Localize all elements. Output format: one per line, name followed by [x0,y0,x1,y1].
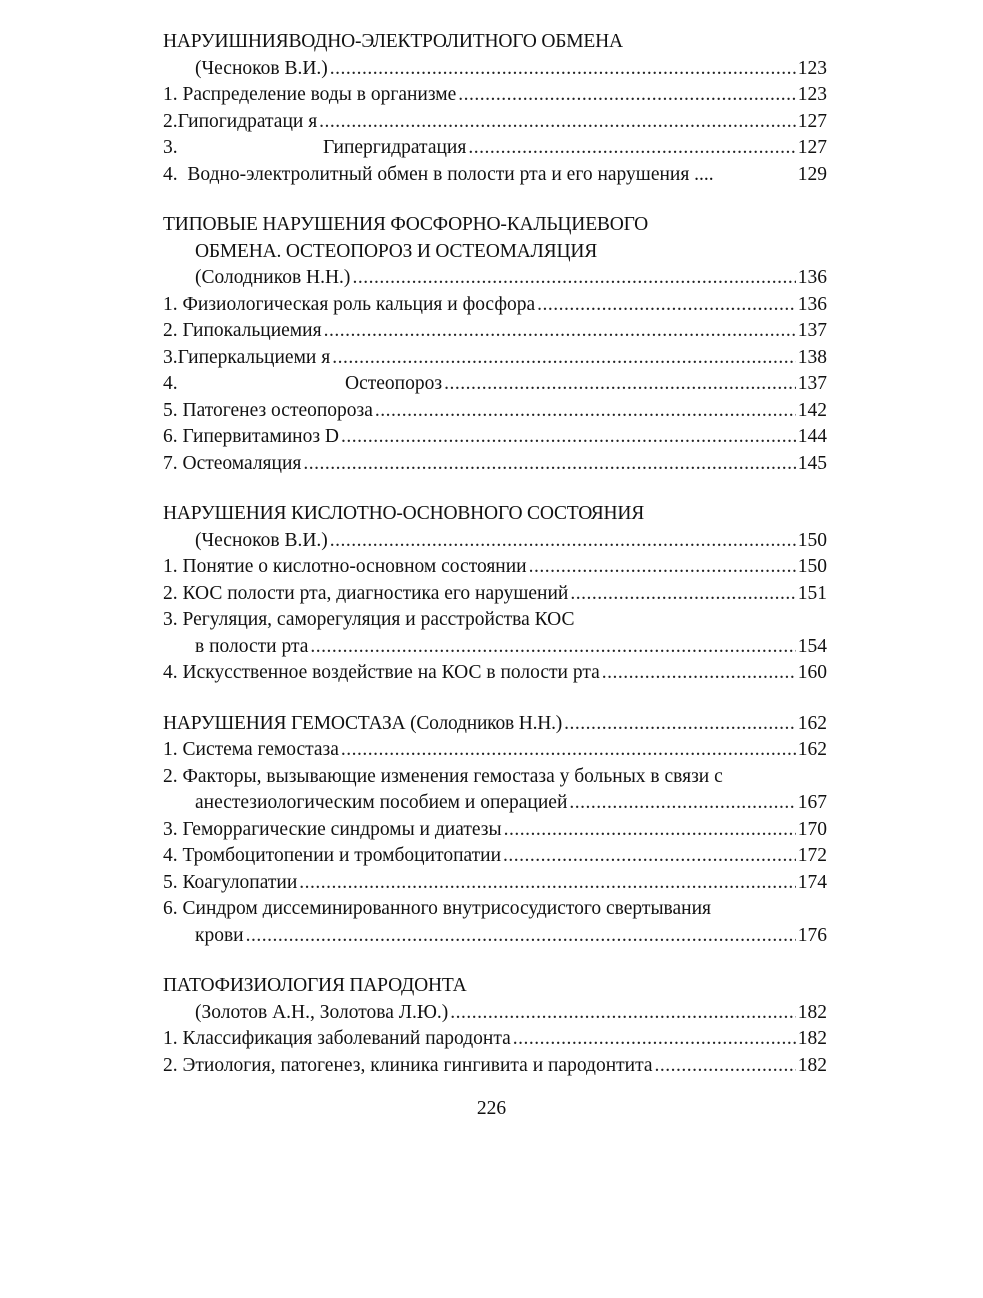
page-ref: 150 [797,556,827,577]
dot-leader [570,581,795,608]
toc-entry [163,318,827,345]
entry-number: 3. [163,609,178,630]
page-ref: 182 [797,1054,827,1076]
entry-text: Этиология, патогенез, клиника гингивита и пародонтита [182,1054,653,1076]
entry-number: 2. [163,765,178,787]
section-title: ПАТОФИЗИОЛОГИЯ ПАРОДОНТА [163,975,467,996]
page-ref: 182 [797,1028,827,1049]
page-ref: 137 [797,373,827,394]
entry-number: 4. [163,845,178,866]
dot-leader [332,345,796,372]
entry-text-cont: анестезиологическим пособием и операцией [195,792,568,813]
entry-text: Классификация заболеваний пародонта [182,1028,511,1049]
toc-entry [163,870,827,897]
toc-entry [163,162,827,189]
dot-leader [341,737,796,764]
page-ref: 154 [797,635,827,657]
entry-text: Геморрагические синдромы и диатезы [182,818,502,840]
page-ref: 144 [797,426,827,447]
toc-entry-cont [163,634,827,661]
toc-section [163,212,827,477]
dot-leader [375,398,796,425]
author-text: (Чесноков В.И.) [195,57,328,79]
dot-leader [564,711,796,738]
dot-leader [341,424,796,451]
dot-leader [503,843,796,870]
page-ref: 138 [797,346,827,368]
dot-leader [450,1000,796,1027]
dot-leader [303,451,795,478]
author-line [163,265,827,292]
page-ref: 136 [797,293,827,315]
toc-entry-cont [163,923,827,950]
entry-text: Остеопороз [345,373,443,394]
toc-entry [163,345,827,372]
dot-leader [537,292,796,319]
entry-text: Гипергидратация [323,137,467,158]
section-title-cont: ОБМЕНА. ОСТЕОПОРОЗ И ОСТЕОМАЛЯЦИЯ [195,240,598,262]
toc-entry [163,737,827,764]
author-text: (Чесноков В.И.) [195,529,328,551]
toc-entry [163,843,827,870]
page-number: 226 [476,1098,507,1119]
toc-entry [163,82,827,109]
toc-entry [163,1026,827,1053]
page-ref: 162 [797,739,827,760]
entry-text: Понятие о кислотно-основном состоянии [182,556,527,577]
dot-leader [324,318,796,345]
entry-number: 1. [163,739,178,760]
entry-number: 4. [163,662,178,683]
entry-number: 6. [163,898,178,919]
entry-number: 1. [163,84,178,105]
section-title: НАРУШЕНИЯ КИСЛОТНО-ОСНОВНОГО СОСТОЯНИЯ [163,503,645,524]
entry-text: Регуляция, саморегуляция и расстройства КОС [182,609,575,630]
dot-leader [330,528,796,555]
dot-leader [529,554,796,581]
entry-text: Факторы, вызывающие изменения гемостаза у больных в связи с [182,765,723,787]
table-of-contents [163,29,827,1103]
dot-leader [513,1026,796,1053]
entry-text: Гипервитаминоз D [182,426,339,447]
entry-text: Тромбоцитопении и тромбоцитопатии [182,845,502,866]
page-ref: 150 [797,529,827,551]
page-ref: 167 [797,792,827,813]
entry-number: 2. [163,320,178,341]
author-text: (Золотов А.Н., Золотова Л.Ю.) [195,1001,449,1023]
toc-entry [163,581,827,608]
dot-leader [310,634,795,661]
entry-number: 6. [163,426,178,447]
section-title: ТИПОВЫЕ НАРУШЕНИЯ ФОСФОРНО-КАЛЬЦИЕВОГО [163,214,649,235]
dot-leader [352,265,795,292]
dot-leader [655,1053,796,1080]
entry-text: КОС полости рта, диагностика его нарушений [182,582,569,604]
entry-text: Коагулопатии [182,871,298,893]
toc-entry [163,607,827,634]
toc-section [163,973,827,1079]
entry-text: Система гемостаза [182,739,339,760]
toc-entry [163,292,827,319]
entry-number: 2. [163,582,178,604]
dot-leader [569,790,795,817]
entry-number: 2. [163,110,178,132]
entry-text: Патогенез остеопороза [182,399,373,421]
entry-number: 5. [163,399,178,421]
entry-number: 3. [163,818,178,840]
entry-text: Искусственное воздействие на КОС в полости рта [182,662,600,683]
toc-entry [163,660,827,687]
toc-entry [163,896,827,923]
entry-number: 1. [163,556,178,577]
section-title: НАРУИШНИЯВОДНО-ЭЛЕКТРОЛИТНОГО ОБМЕНА [163,31,623,52]
dot-leader [444,371,796,398]
toc-entry [163,398,827,425]
entry-text: Гиперкальциеми я [177,346,331,368]
entry-text: Гипокальциемия [182,320,322,341]
page-ref: 174 [797,871,827,893]
author-line [163,1000,827,1027]
entry-text: Распределение воды в организме [182,84,457,105]
toc-entry [163,554,827,581]
page-ref: 123 [797,57,827,79]
entry-text: Синдром диссеминированного внутрисосудистого свертывания [182,898,711,919]
page-ref: 129 [797,163,827,185]
entry-number: 5. [163,871,178,893]
author-line [163,56,827,83]
dot-leader [602,660,796,687]
page-ref: 123 [797,84,827,105]
toc-section [163,501,827,687]
dot-leader [330,56,796,83]
toc-section [163,29,827,188]
page-ref: 170 [797,818,827,840]
entry-number: 4. [163,163,178,185]
page-ref: 162 [797,712,827,734]
entry-number: 2. [163,1054,178,1076]
entry-text: Остеомаляция [182,452,302,474]
toc-entry [163,135,827,162]
toc-entry [163,109,827,136]
author-text: (Солодников Н.Н.) [195,267,351,288]
toc-section [163,711,827,950]
page-ref: 145 [797,452,827,474]
toc-entry [163,817,827,844]
dot-leader [299,870,795,897]
toc-entry [163,424,827,451]
page-ref: 137 [797,320,827,341]
page-ref: 127 [797,110,827,132]
author-line [163,528,827,555]
toc-entry [163,1053,827,1080]
dot-leader [468,135,795,162]
page-ref: 182 [797,1001,827,1023]
entry-number: 7. [163,452,178,474]
entry-text: Водно-электролитный обмен в полости рта и его нарушения .... [187,163,714,185]
page-ref: 136 [797,267,827,288]
page-ref: 172 [797,845,827,866]
page-ref: 127 [797,137,827,158]
page-ref: 176 [797,924,827,946]
dot-leader [319,109,796,136]
dot-leader [504,817,796,844]
toc-entry [163,764,827,791]
entry-number: 1. [163,293,178,315]
toc-entry [163,451,827,478]
entry-number: 3. [163,346,178,368]
toc-entry [163,371,827,398]
page-ref: 142 [797,399,827,421]
dot-leader [246,923,796,950]
toc-entry-cont [163,790,827,817]
page-ref: 160 [797,662,827,683]
entry-text-cont: крови [195,924,244,946]
entry-number: 3. [163,137,178,158]
entry-number: 1. [163,1028,178,1049]
entry-text: Физиологическая роль кальция и фосфора [182,293,536,315]
entry-number: 4. [163,373,178,394]
page-ref: 151 [797,582,827,604]
section-title: НАРУШЕНИЯ ГЕМОСТАЗА (Солодников Н.Н.) [163,712,563,734]
dot-leader [458,82,795,109]
entry-text: Гипогидратаци я [177,110,318,132]
entry-text-cont: в полости рта [195,635,309,657]
section-title-line [163,711,827,738]
